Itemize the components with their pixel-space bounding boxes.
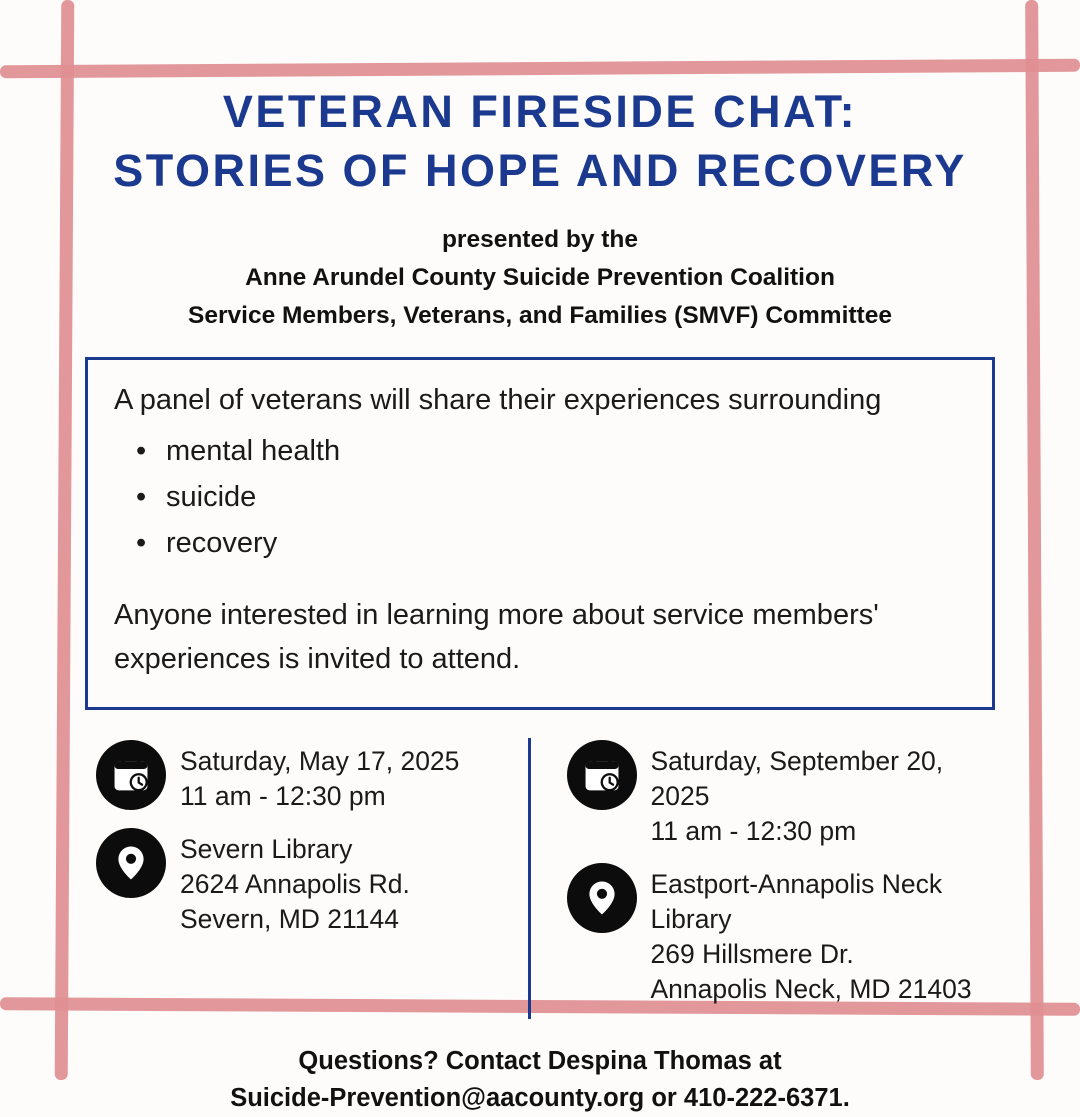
list-item: • mental health: [166, 429, 966, 475]
list-item: • suicide: [166, 475, 966, 521]
committee-name: Service Members, Veterans, and Families (SMVF) Committee: [188, 301, 892, 329]
event-venue: Severn Library: [180, 833, 353, 864]
contact-line-1: Questions? Contact Despina Thomas at: [298, 1046, 782, 1075]
event-time: 11 am - 12:30 pm: [180, 780, 386, 811]
description-outro: Anyone interested in learning more about service members' experiences is invited to attend.: [114, 598, 879, 675]
calendar-clock-icon: [567, 740, 637, 810]
event-datetime-text: [180, 738, 459, 814]
map-pin-icon: [96, 828, 166, 898]
events-section: [82, 738, 998, 1019]
event-datetime-text: [651, 738, 999, 849]
event-time: 11 am - 12:30 pm: [650, 815, 857, 846]
event-location-row: [96, 826, 528, 937]
event-location-text: [651, 861, 999, 1007]
event-datetime-row: [96, 738, 528, 814]
contact-line-2: Suicide-Prevention@aacounty.org or 410-222-6371.: [230, 1083, 850, 1112]
event-date: Saturday, September 20, 2025: [650, 745, 944, 811]
event-street: 2624 Annapolis Rd.: [180, 868, 410, 899]
event-card-1: [82, 738, 528, 1019]
event-street: 269 Hillsmere Dr.: [650, 938, 854, 969]
event-location-row: [567, 861, 999, 1007]
description-intro: A panel of veterans will share their experiences surrounding: [114, 383, 882, 416]
title-line-2: STORIES OF HOPE AND RECOVERY: [113, 145, 967, 197]
map-pin-icon: [567, 863, 637, 933]
event-datetime-row: [567, 738, 999, 849]
list-item: • recovery: [166, 521, 966, 567]
description-bullet-list: [114, 429, 966, 566]
calendar-clock-icon: [96, 740, 166, 810]
event-date: Saturday, May 17, 2025: [180, 745, 460, 776]
title-line-1: VETERAN FIRESIDE CHAT:: [222, 86, 858, 137]
presenter-block: [60, 221, 1020, 335]
event-city-state-zip: Annapolis Neck, MD 21403: [650, 973, 972, 1004]
presented-by-label: presented by the: [441, 225, 639, 253]
event-location-text: [180, 826, 410, 937]
description-box: [85, 357, 995, 710]
organization-name: Anne Arundel County Suicide Prevention Coalition: [245, 263, 835, 291]
event-city-state-zip: Severn, MD 21144: [180, 903, 399, 934]
page-title: [60, 0, 1020, 201]
event-venue: Eastport-Annapolis Neck Library: [650, 868, 943, 934]
event-card-2: [528, 738, 999, 1019]
